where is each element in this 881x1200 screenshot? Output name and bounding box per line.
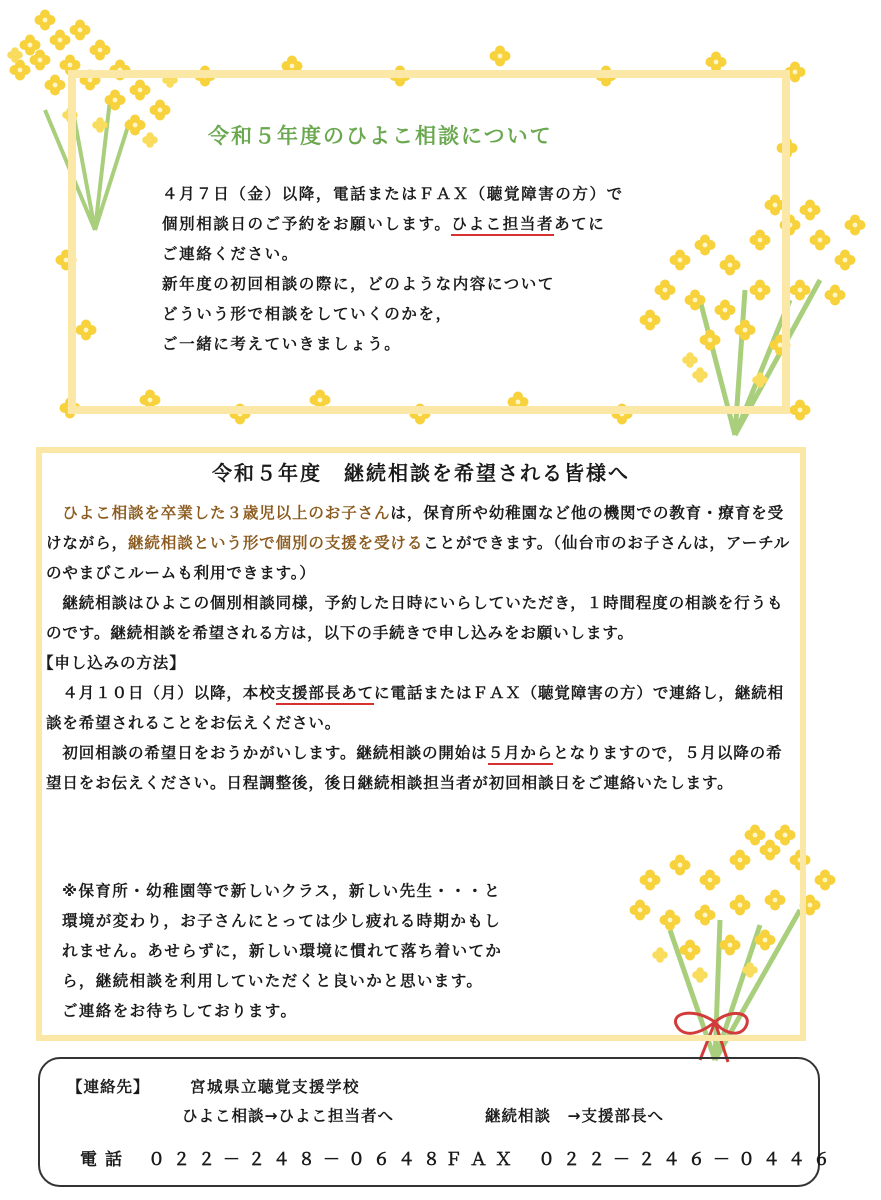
section1-line: 新年度の初回相談の際に，どのような内容について (162, 275, 555, 293)
section1-line: ご一緒に考えていきましょう。 (162, 335, 402, 353)
section1-body (162, 179, 682, 359)
section2-title: 令和５年度 継続相談を希望される皆様へ (212, 461, 630, 485)
note-line: ※保育所・幼稚園等で新しいクラス，新しい先生・・・と (62, 882, 501, 900)
section1-line: どういう形で相談をしていくのかを， (162, 305, 453, 323)
note-line: 環境が変わり，お子さんにとっては少し疲れる時期かもし (62, 912, 502, 930)
section1-title: 令和５年度のひよこ相談について (208, 124, 553, 148)
phone-number: ０２２－２４８－０６４８ (148, 1150, 448, 1170)
contact-box (38, 1057, 838, 1187)
note-block (62, 876, 622, 1026)
method-heading: 【申し込みの方法】 (38, 654, 186, 672)
contact-phone (80, 1145, 466, 1170)
fax-number: ０２２－２４６－０４４６ (538, 1150, 838, 1170)
contact-label: 【連絡先】 (67, 1078, 150, 1096)
section2-paragraph-2: 継続相談はひよこの個別相談同様，予約した日時にいらしていただき，１時間程度の相談を行うものです。継続相談を希望される方は，以下の手続きで申し込みをお願いします。 (46, 594, 784, 642)
section1-line: 個別相談日のご予約をお願いします。ひよこ担当者あてに (162, 209, 682, 239)
section2-paragraph-4: 初回相談の希望日をおうかがいします。継続相談の開始は５月からとなりますので，５月以降の希望日をお伝えください。日程調整後，後日継続相談担当者が初回相談日をご連絡いたします。 (46, 744, 783, 792)
section2-paragraph-3: ４月１０日（月）以降，本校支援部長あてに電話またはＦＡＸ（聴覚障害の方）で連絡し，継続相談を希望されることをお伝えください。 (46, 684, 785, 732)
section2-paragraph-1: ひよこ相談を卒業した３歳児以上のお子さんは，保育所や幼稚園など他の機関での教育・療育を受けながら，継続相談という形で個別の支援を受けることができます。（仙台市のお子さんは，アーチルのやまびこルームも利用できます。） (46, 504, 791, 582)
hiyoko-tantou-highlight: ひよこ担当者 (451, 215, 554, 236)
phone-label: 電話 (80, 1150, 130, 1170)
section1-line: ご連絡ください。 (162, 245, 299, 263)
fax-label: ＦＡＸ (445, 1150, 520, 1170)
section2-body (38, 498, 796, 798)
note-line: ら，継続相談を利用していただくと良いかと思います。 (62, 972, 484, 990)
note-line: ご連絡をお待ちしております。 (62, 1002, 298, 1020)
contact-hiyoko: ひよこ相談→ひよこ担当者へ (182, 1107, 394, 1125)
shienbuchou-highlight: 支援部長あて (276, 684, 374, 705)
section1-line: ４月７日（金）以降，電話またはＦＡＸ（聴覚障害の方）で (162, 185, 624, 203)
note-line: れません。あせらずに，新しい環境に慣れて落ち着いてか (62, 942, 503, 960)
contact-keizoku: 継続相談 →支援部長へ (485, 1107, 664, 1125)
may-start-highlight: ５月から (488, 744, 554, 765)
contact-fax (445, 1145, 856, 1170)
contact-school: 宮城県立聴覚支援学校 (190, 1078, 361, 1096)
